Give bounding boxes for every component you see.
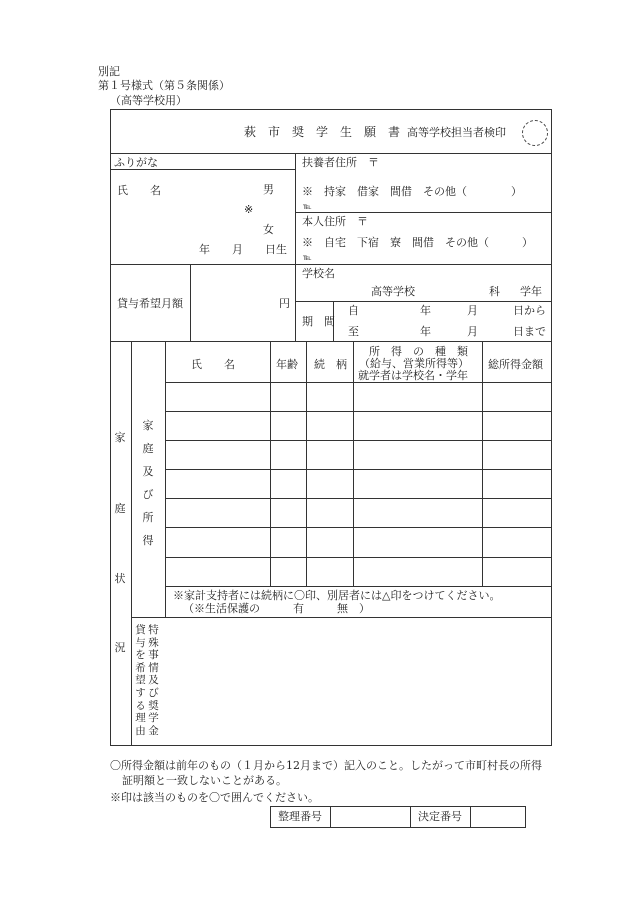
- guardian-housing-options[interactable]: ※ 持家 借家 間借 その他（ ）: [302, 185, 522, 198]
- reason-label-col-a: 特 殊 事 情 及 び 奨 学 金: [148, 624, 159, 737]
- family-table-row[interactable]: [166, 470, 550, 498]
- footer-note-2: ※印は該当のものを〇で囲んでください。: [110, 791, 319, 804]
- to-month-label: 月: [467, 325, 478, 338]
- col-age-header: 年齢: [276, 358, 298, 371]
- from-month-label: 月: [467, 304, 478, 317]
- to-day-label: 日まで: [513, 325, 546, 338]
- self-housing-options[interactable]: ※ 自宅 下宿 寮 間借 その他（ ）: [302, 236, 533, 249]
- birth-month-label: 月: [232, 243, 243, 256]
- col-income-type-2: （給与、営業所得等）: [359, 357, 469, 370]
- process-number-label: 整理番号: [278, 810, 322, 823]
- family-table-row[interactable]: [166, 441, 550, 469]
- guardian-address-label: 扶養者住所 〒: [302, 156, 379, 169]
- header-line-3: （高等学校用）: [110, 94, 187, 107]
- col-name-header: 氏 名: [191, 358, 235, 371]
- loan-month-label: 貸与希望月額: [117, 297, 183, 310]
- approver-seal-label: 高等学校担当者検印: [407, 126, 506, 139]
- gender-female[interactable]: 女: [263, 223, 274, 236]
- family-income-vertical: 家 庭 及 び 所 得: [142, 419, 154, 547]
- family-section-char-1: 家: [114, 431, 126, 444]
- header-line-1: 別記: [98, 65, 120, 78]
- family-table-row[interactable]: [166, 383, 550, 411]
- header-line-2: 第１号様式（第５条関係）: [98, 79, 230, 92]
- to-year-label: 年: [420, 325, 431, 338]
- col-income-type-3: 就学者は学校名・学年: [358, 369, 468, 382]
- grade-label: 学年: [520, 285, 542, 298]
- name-label: 氏 名: [117, 184, 161, 197]
- furigana-label: ふりがな: [114, 156, 158, 169]
- family-note-1: ※家計支持者には続柄に〇印、別居者には△印をつけてください。: [173, 589, 501, 602]
- reason-input-area[interactable]: [166, 618, 550, 744]
- birth-year-label: 年: [199, 243, 210, 256]
- footer-note-1b: 証明額と一致しないことがある。: [122, 774, 287, 787]
- dept-label: 科: [489, 285, 500, 298]
- gender-male[interactable]: 男: [263, 183, 274, 196]
- period-label: 期 間: [302, 315, 335, 328]
- col-relation-header: 続 柄: [314, 358, 347, 371]
- birth-day-label: 日生: [265, 243, 287, 256]
- family-note-2: （※生活保護の 有 無 ）: [183, 602, 370, 615]
- period-from-label: 自: [348, 304, 359, 317]
- family-table-row[interactable]: [166, 412, 550, 440]
- from-day-label: 日から: [513, 304, 546, 317]
- gender-mark: ※: [244, 203, 254, 216]
- school-name-label: 学校名: [302, 267, 335, 280]
- col-total-income: 総所得金額: [488, 358, 543, 371]
- decision-number-field[interactable]: [471, 807, 524, 827]
- family-table-row[interactable]: [166, 528, 550, 557]
- col-income-type-1: 所 得 の 種 類: [369, 345, 468, 358]
- family-section-char-3: 状: [114, 572, 126, 585]
- family-table-row[interactable]: [166, 558, 550, 586]
- reason-label-col-b: 貸 与 を 希 望 す る 理 由: [135, 624, 146, 737]
- form-title: 萩 市 奨 学 生 願 書: [244, 125, 401, 139]
- yen-label: 円: [279, 297, 290, 310]
- footer-note-1: 〇所得金額は前年のもの（１月から12月まで）記入のこと。したがって市町村長の所得: [110, 759, 542, 772]
- from-year-label: 年: [420, 304, 431, 317]
- guardian-tel-label: ℡: [303, 202, 312, 211]
- decision-number-label: 決定番号: [418, 810, 462, 823]
- seal-circle[interactable]: [522, 120, 548, 146]
- self-tel-label: ℡: [303, 253, 312, 262]
- process-number-field[interactable]: [331, 807, 409, 827]
- family-table-row[interactable]: [166, 499, 550, 527]
- family-section-char-2: 庭: [114, 502, 126, 515]
- period-to-label: 至: [348, 325, 359, 338]
- self-address-label: 本人住所 〒: [302, 215, 368, 228]
- high-school-label: 高等学校: [371, 285, 415, 298]
- family-section-char-4: 況: [114, 641, 126, 654]
